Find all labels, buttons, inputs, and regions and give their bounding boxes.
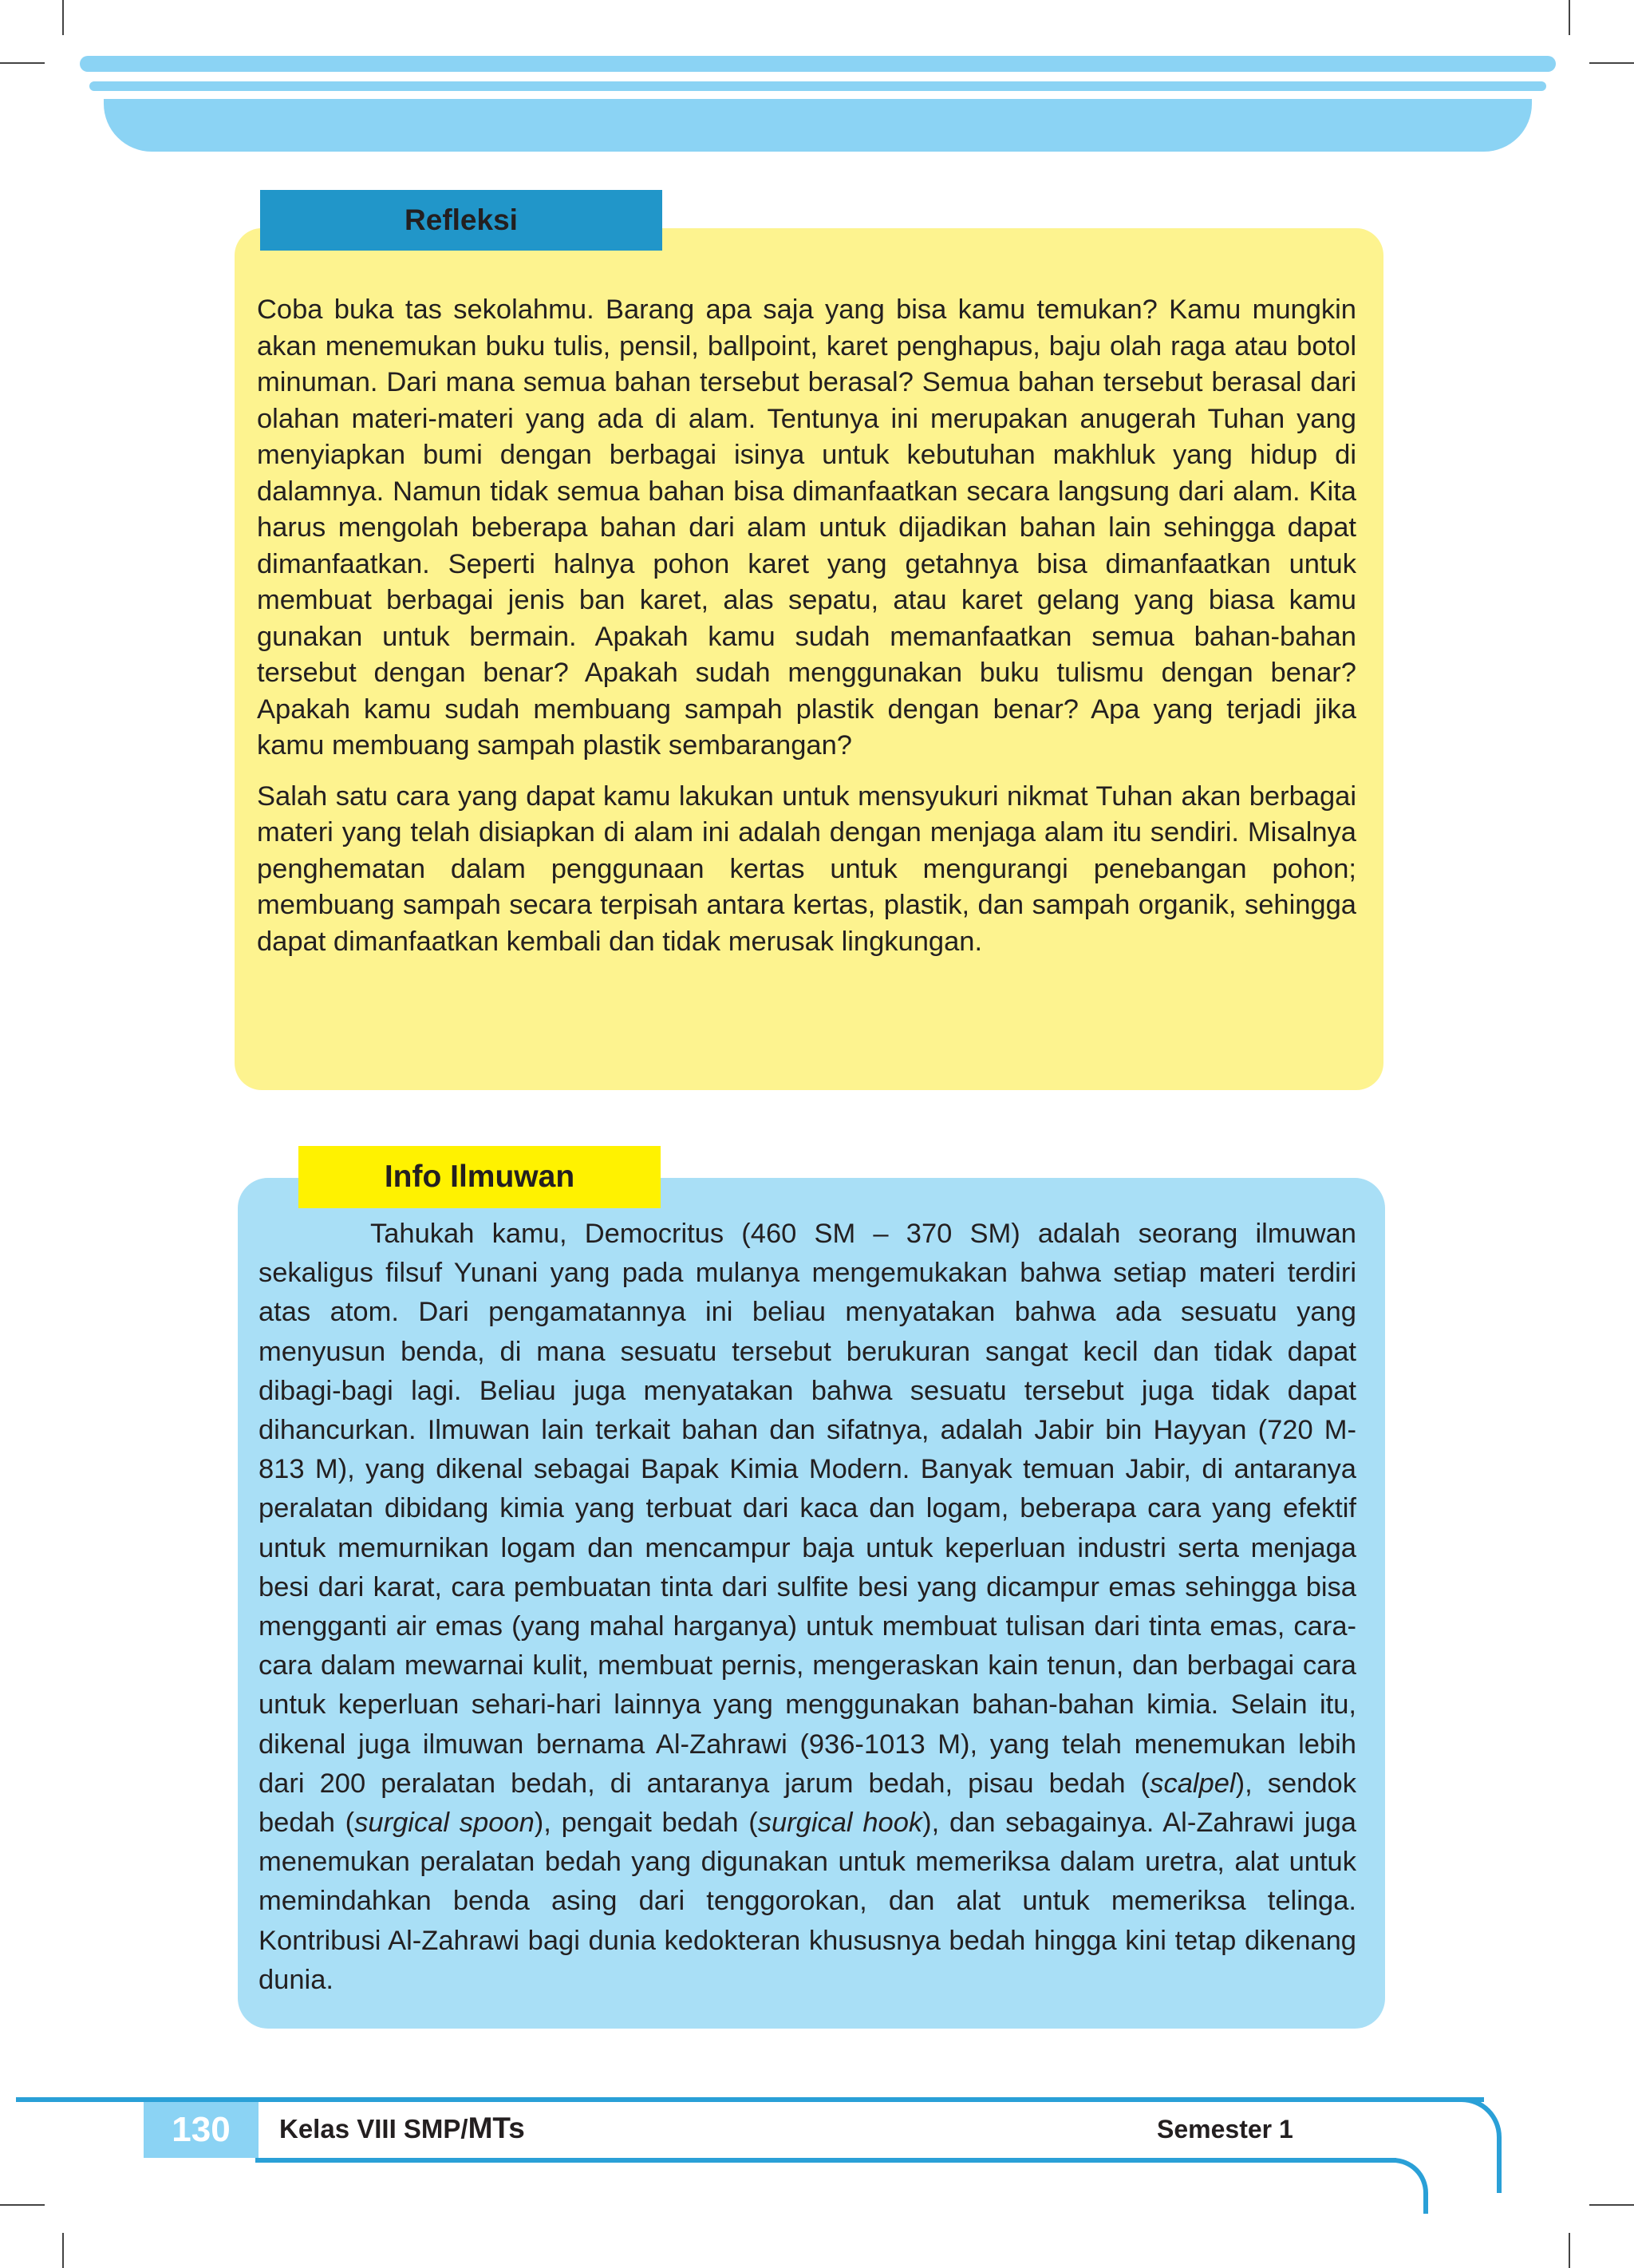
crop-mark (0, 62, 45, 64)
refleksi-paragraph-2: Salah satu cara yang dapat kamu lakukan untuk mensyukuri nikmat Tuhan akan berbagai materi yang telah disiapkan di alam ini adalah dengan menjaga alam itu sendiri. Misalnya penghematan dalam penggunaan kertas untuk mengurangi penebangan pohon; membuang sampah secara terpisah antara kertas, plastik, dan sampah organik, sehingga dapat dimanfaatkan kembali dan tidak merusak lingkungan. (257, 780, 1356, 957)
info-ilmuwan-title: Info Ilmuwan (298, 1146, 661, 1208)
crop-mark (62, 2233, 64, 2268)
info-text-2: ), sendok bedah ( (259, 1768, 1356, 1839)
refleksi-title: Refleksi (260, 190, 662, 251)
info-text-4: ), dan sebagainya. Al-Zahrawi juga menemukan peralatan bedah yang digunakan untuk memeriksa dalam uretra, alat untuk memindahkan benda asing dari tenggorokan, dan alat untuk memeriksa telinga. Kontribusi Al-Zahrawi bagi dunia kedokteran khususnya bedah hingga kini tetap dikenang dunia. (259, 1808, 1356, 1995)
footer-line-lower (255, 2158, 1396, 2163)
page-number: 130 (144, 2102, 259, 2158)
crop-mark (1569, 0, 1570, 35)
footer-curve-lower (1372, 2158, 1428, 2214)
book-title (279, 2112, 525, 2145)
info-ilmuwan-paragraph (259, 1215, 1356, 2000)
term-scalpel: scalpel (1150, 1768, 1236, 1799)
crop-mark (1569, 2233, 1570, 2268)
book-title-suffix: MTs (468, 2112, 525, 2144)
refleksi-body (257, 292, 1356, 974)
footer-curve (1444, 2097, 1502, 2193)
header-band-middle (89, 81, 1546, 91)
crop-mark (1589, 2204, 1634, 2206)
crop-mark (62, 0, 64, 35)
term-surgical-spoon: surgical spoon (354, 1808, 535, 1839)
header-band-top (80, 56, 1556, 72)
info-text-main: Tahukah kamu, Democritus (460 SM – 370 SM) adalah seorang ilmuwan sekaligus filsuf Yunani yang pada mulanya mengemukakan bahwa setiap materi terdiri atas atom. Dari pengamatannya ini beliau menyatakan bahwa ada sesuatu yang menyusun benda, di mana sesuatu tersebut berukuran sangat kecil dan tidak dapat dibagi-bagi lagi. Beliau juga menyatakan bahwa sesuatu tersebut juga tidak dapat dihancurkan. Ilmuwan lain terkait bahan dan sifatnya, adalah Jabir bin Hayyan (720 M-813 M), yang dikenal sebagai Bapak Kimia Modern. Banyak temuan Jabir, di antaranya peralatan dibidang kimia yang terbuat dari kaca dan logam, beberapa cara yang efektif untuk memurnikan logam dan mencampur baja untuk keperluan industri serta menjaga besi dari karat, cara pembuatan tinta dari sulfite besi yang dicampur emas sehingga bisa mengganti air emas (yang mahal harganya) untuk membuat tulisan dari tinta emas, cara-cara dalam mewarnai kulit, membuat pernis, mengeraskan kain tenun, dan berbagai cara untuk keperluan sehari-hari lainnya yang menggunakan bahan-bahan kimia. Selain itu, dikenal juga ilmuwan bernama Al-Zahrawi (936-1013 M), yang telah menemukan lebih dari 200 peralatan bedah, di antaranya jarum bedah, pisau bedah ( (259, 1219, 1356, 1799)
info-text-3: ), pengait bedah ( (534, 1808, 758, 1839)
info-ilmuwan-body (259, 1215, 1356, 2000)
crop-mark (0, 2204, 45, 2206)
refleksi-paragraph-1: Coba buka tas sekolahmu. Barang apa saja yang bisa kamu temukan? Kamu mungkin akan menemukan buku tulis, pensil, ballpoint, karet penghapus, baju olah raga atau botol minuman. Dari mana semua bahan tersebut berasal? Semua bahan tersebut berasal dari olahan materi-materi yang ada di alam. Tentunya ini merupakan anugerah Tuhan yang menyiapkan bumi dengan berbagai isinya untuk kebutuhan makhluk yang hidup di dalamnya. Namun tidak semua bahan bisa dimanfaatkan secara langsung dari alam. Kita harus mengolah beberapa bahan dari alam untuk dijadikan bahan lain sehingga dapat dimanfaatkan. Seperti halnya pohon karet yang getahnya bisa dimanfaatkan untuk membuat berbagai jenis ban karet, alas sepatu, atau karet gelang yang biasa kamu gunakan untuk bermain. Apakah kamu sudah memanfaatkan semua bahan-bahan tersebut dengan benar? Apakah sudah menggunakan buku tulismu dengan benar? Apakah kamu sudah membuang sampah plastik dengan benar? Apa yang terjadi jika kamu membuang sampah plastik sembarangan? (257, 294, 1356, 761)
semester-label: Semester 1 (1157, 2115, 1293, 2144)
book-title-prefix: Kelas VIII SMP/ (279, 2114, 468, 2144)
crop-mark (1589, 62, 1634, 64)
term-surgical-hook: surgical hook (757, 1808, 923, 1839)
header-band-bottom (104, 99, 1532, 152)
